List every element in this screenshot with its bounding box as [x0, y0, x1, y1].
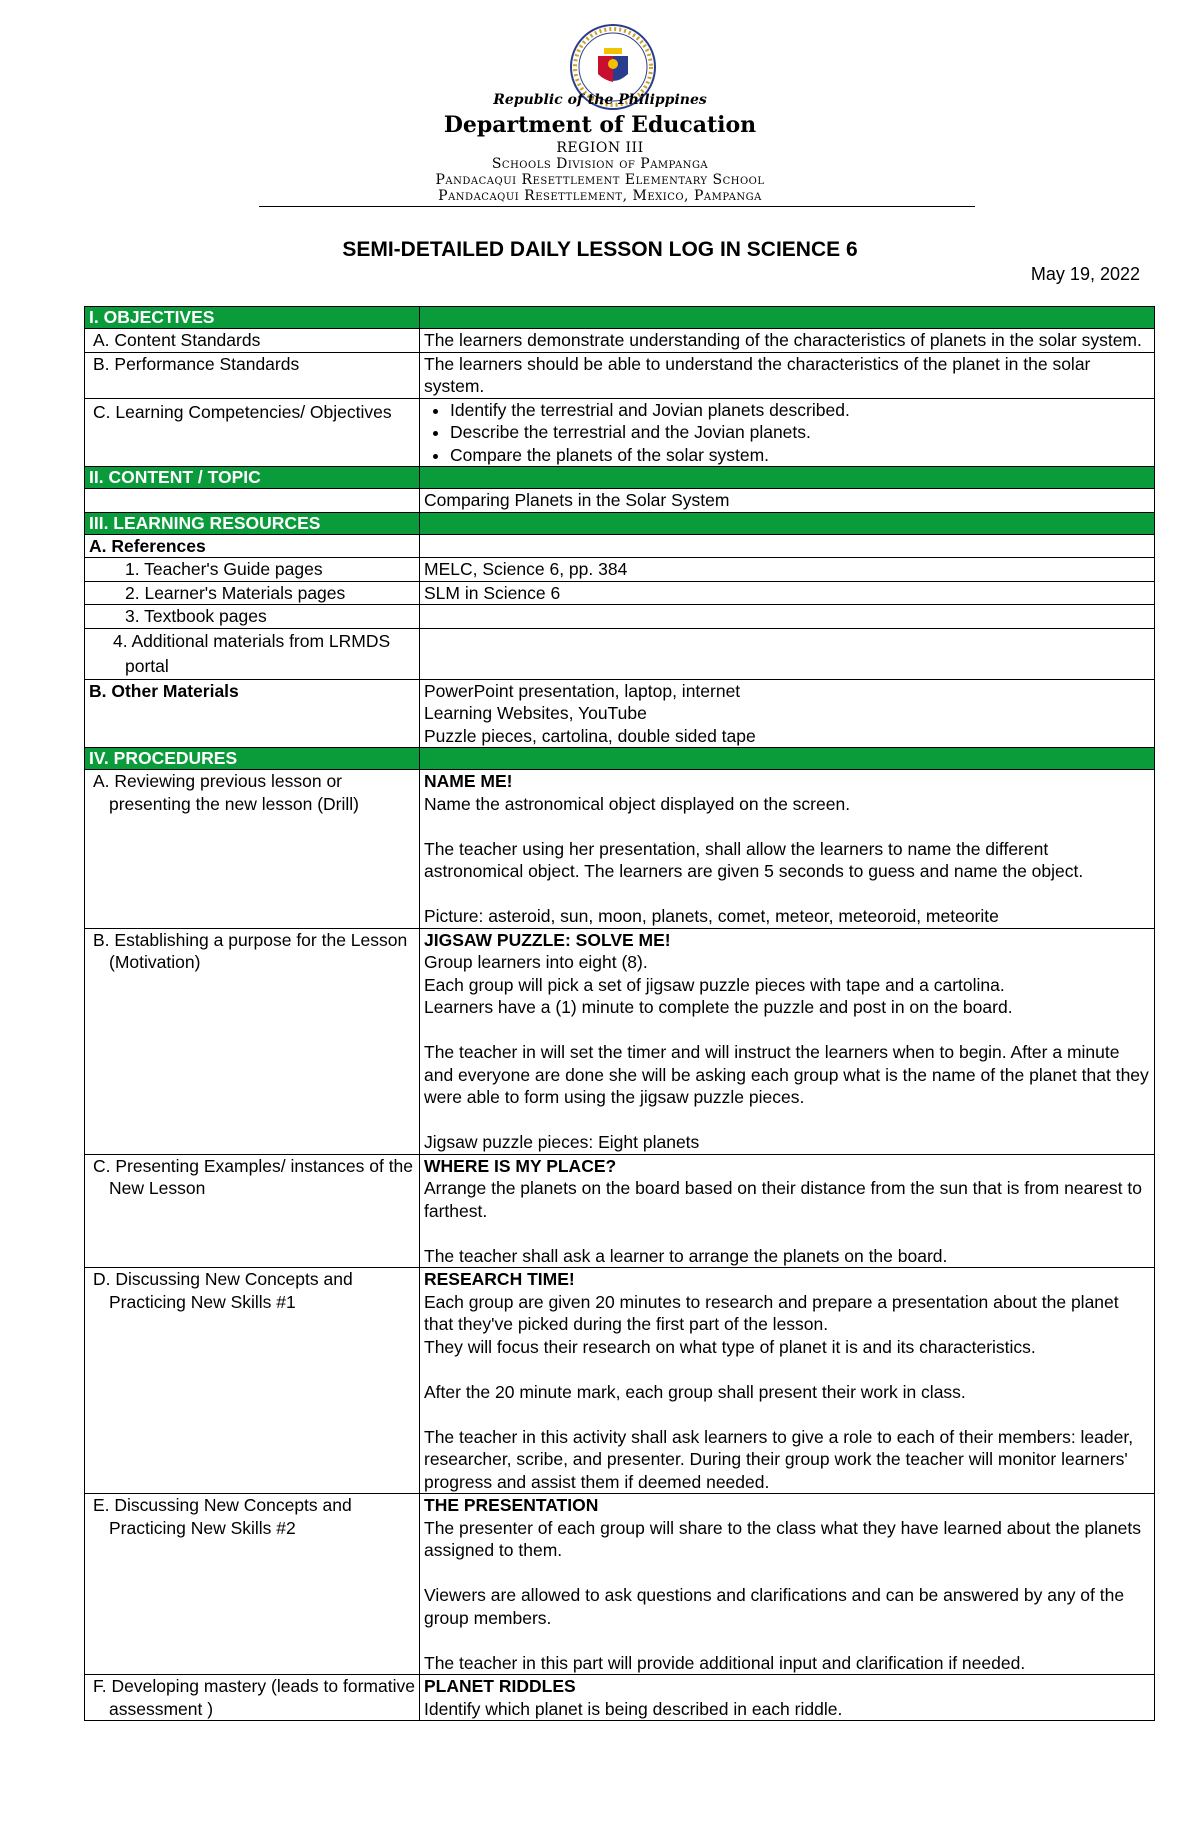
row-value: The learners demonstrate understanding of the characteristics of planets in the solar system.: [420, 329, 1155, 353]
procedure-cell: RESEARCH TIME! Each group are given 20 minutes to research and prepare a presentation about the planet that they've picked during the first part of the lesson. They will focus their research on what type of planet it is and its characteristics. After the 20 minute mark, each group shall present their work in class. The teacher in this activity shall ask learners to give a role to each of their members: leader, researcher, scribe, and presenter. During their group work the teacher will monitor learners' progress and assist them if deemed needed.: [420, 1268, 1155, 1494]
procedure-cell: NAME ME! Name the astronomical object displayed on the screen. The teacher using her presentation, shall allow the learners to name the different astronomical object. The learners are given 5 seconds to guess and name the object. Picture: asteroid, sun, moon, planets, comet, meteor, meteoroid, meteorite: [420, 770, 1155, 929]
list-item: Puzzle pieces, cartolina, double sided tape: [424, 725, 756, 746]
list-item: • Describe the terrestrial and the Jovian planets.: [450, 421, 1150, 444]
row-label: 3. Textbook pages: [85, 605, 420, 629]
activity-title: THE PRESENTATION: [424, 1495, 599, 1515]
row-label: A. Reviewing previous lesson or presenting the new lesson (Drill): [85, 770, 420, 929]
section-resources: [85, 512, 1155, 534]
procedure-cell: PLANET RIDDLES Identify which planet is being described in each riddle.: [420, 1675, 1155, 1721]
region-line: REGION III: [556, 140, 644, 156]
row-label: D. Discussing New Concepts and Practicing New Skills #1: [85, 1268, 420, 1494]
department-name: Department of Education: [443, 112, 757, 138]
section-content: [85, 467, 1155, 489]
procedure-cell: WHERE IS MY PLACE? Arrange the planets on the board based on their distance from the sun that is from nearest to farthest. The teacher shall ask a learner to arrange the planets on the board.: [420, 1154, 1155, 1268]
table-row: [85, 352, 1155, 398]
row-label: F. Developing mastery (leads to formative assessment ): [85, 1675, 420, 1721]
section-heading: II. CONTENT / TOPIC: [85, 467, 420, 489]
table-row: [85, 1268, 1155, 1494]
other-materials-cell: [420, 679, 1155, 748]
row-label: 1. Teacher's Guide pages: [85, 558, 420, 582]
activity-title: PLANET RIDDLES: [424, 1676, 576, 1696]
document-date: May 19, 2022: [1030, 264, 1140, 284]
row-label: E. Discussing New Concepts and Practicing New Skills #2: [85, 1494, 420, 1675]
row-label: B. Other Materials: [85, 679, 420, 748]
competency-list: [424, 399, 1150, 467]
document-title: SEMI-DETAILED DAILY LESSON LOG IN SCIENCE 6: [342, 238, 858, 261]
section-heading: III. LEARNING RESOURCES: [85, 512, 420, 534]
list-item: Learning Websites, YouTube: [424, 703, 647, 723]
table-row: [85, 928, 1155, 1154]
list-item: • Identify the terrestrial and Jovian planets described.: [450, 399, 1150, 422]
procedure-cell: THE PRESENTATION The presenter of each group will share to the class what they have learned about the planets assigned to them. Viewers are allowed to ask questions and clarifications and can be answered by any of the group members. The teacher in this part will provide additional input and clarification if needed.: [420, 1494, 1155, 1675]
section-procedures: [85, 748, 1155, 770]
section-heading: I. OBJECTIVES: [85, 307, 420, 329]
republic-line: Republic of the Philippines: [493, 92, 707, 108]
school-line: Pandacaqui Resettlement Elementary School: [435, 172, 765, 188]
row-label: C. Learning Competencies/ Objectives: [85, 398, 420, 467]
row-label: A. Content Standards: [85, 329, 420, 353]
table-row: [85, 534, 1155, 558]
row-label: 4. Additional materials from LRMDS portal: [85, 628, 420, 679]
row-value: SLM in Science 6: [420, 581, 1155, 605]
competency-list-cell: [420, 398, 1155, 467]
topic-value: Comparing Planets in the Solar System: [420, 489, 1155, 513]
table-row: [85, 605, 1155, 629]
table-row: [85, 770, 1155, 929]
table-row: [85, 489, 1155, 513]
division-line: Schools Division of Pampanga: [491, 156, 709, 172]
table-row: [85, 329, 1155, 353]
activity-title: NAME ME!: [424, 771, 513, 791]
table-row: [85, 558, 1155, 582]
header-divider: [259, 206, 975, 207]
row-label: B. Performance Standards: [85, 352, 420, 398]
list-item: PowerPoint presentation, laptop, internet: [424, 680, 741, 701]
row-label: A. References: [85, 534, 420, 558]
list-item: • Compare the planets of the solar system.: [450, 444, 1150, 467]
procedure-cell: JIGSAW PUZZLE: SOLVE ME! Group learners into eight (8). Each group will pick a set of jigsaw puzzle pieces with tape and a cartolina. Learners have a (1) minute to complete the puzzle and post in on the board. The teacher in will set the timer and will instruct the learners when to begin. After a minute and everyone are done she will be asking each group what is the name of the planet that they were able to form using the jigsaw puzzle pieces. Jigsaw puzzle pieces: Eight planets: [420, 928, 1155, 1154]
activity-title: WHERE IS MY PLACE?: [424, 1155, 617, 1176]
section-objectives: [85, 307, 1155, 329]
row-label: 2. Learner's Materials pages: [85, 581, 420, 605]
table-row: [85, 581, 1155, 605]
table-row: [85, 398, 1155, 467]
table-row: [85, 628, 1155, 679]
row-value: The learners should be able to understand the characteristics of the planet in the solar system.: [420, 352, 1155, 398]
row-value: MELC, Science 6, pp. 384: [420, 558, 1155, 582]
lesson-log-table: [84, 306, 1155, 1721]
table-row: [85, 1675, 1155, 1721]
row-label: B. Establishing a purpose for the Lesson (Motivation): [85, 928, 420, 1154]
address-line: Pandacaqui Resettlement, Mexico, Pampanga: [438, 188, 762, 204]
table-row: [85, 1494, 1155, 1675]
activity-title: JIGSAW PUZZLE: SOLVE ME!: [424, 929, 671, 950]
table-row: [85, 679, 1155, 748]
row-label: C. Presenting Examples/ instances of the New Lesson: [85, 1154, 420, 1268]
activity-title: RESEARCH TIME!: [424, 1269, 575, 1289]
table-row: [85, 1154, 1155, 1268]
section-heading: IV. PROCEDURES: [85, 748, 420, 770]
